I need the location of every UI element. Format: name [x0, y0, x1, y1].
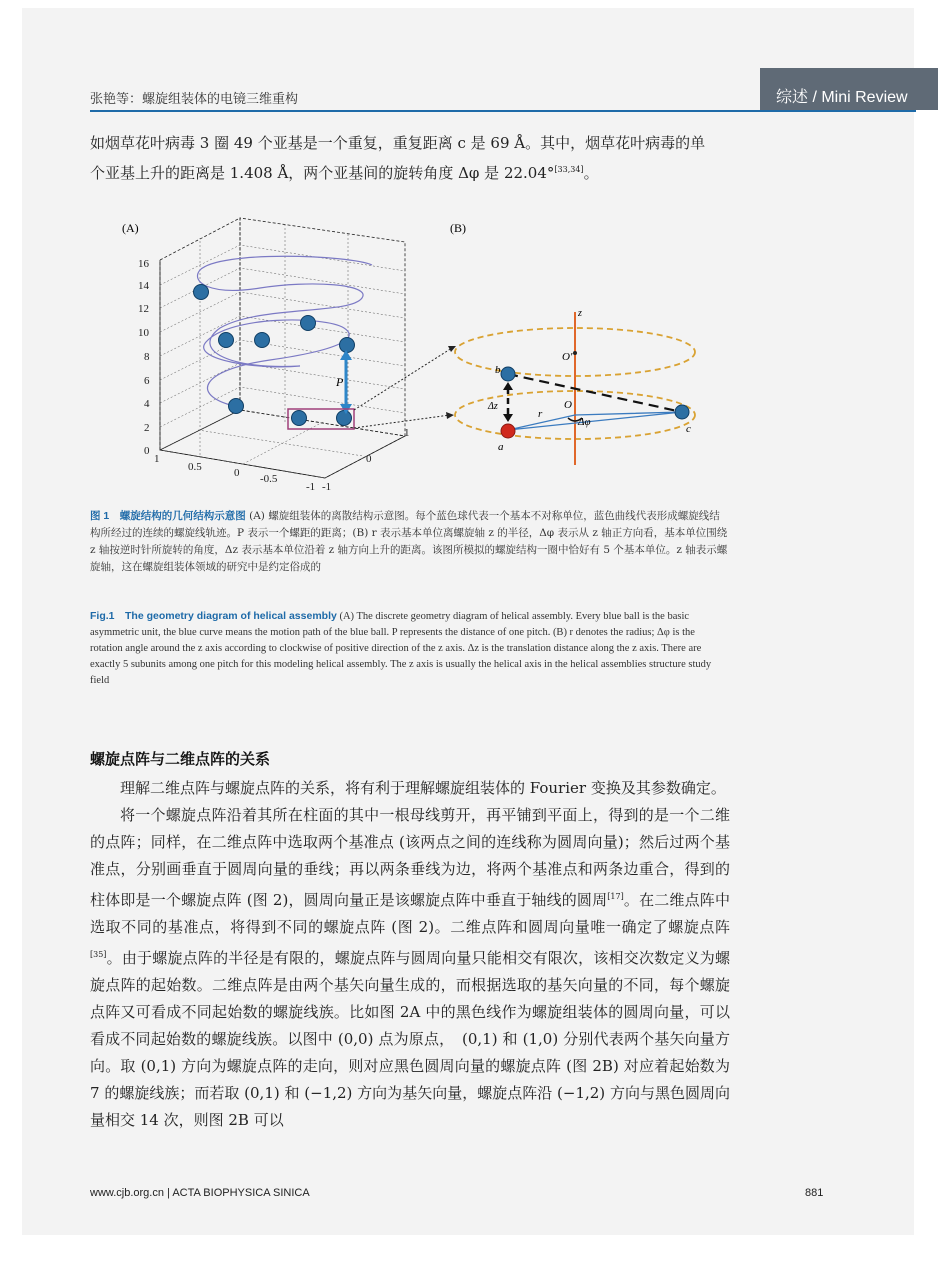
subunit-ball — [255, 333, 270, 348]
subunit-ball — [292, 411, 307, 426]
caption-cn-label: 图 1 螺旋结构的几何结构示意图 — [90, 510, 246, 522]
caption-cn-text: (A) 螺旋组装体的离散结构示意图。每个蓝色球代表一个基本不对称单位，蓝色曲线代表形成螺旋线结构所经过的连续的螺旋线轨迹。P 表示一个螺距的距离；(B) r 表示基本单位离螺旋轴 z 的半径，Δφ 表示从 z 轴正方向看，基本单位围绕 z 轴按逆时针所旋转的角度，Δz 表示基本单位沿着 z 轴方向上升的距离。该图所模拟的螺旋结构一圈中恰好有 5 个基本单位。z 轴表示螺旋轴，这在螺旋组装体领域的研究中是约定俗成的 — [90, 510, 728, 573]
intro-line-1-text: 如烟草花叶病毒 3 圈 49 个亚基是一个重复，重复距离 c 是 69 Å。其中，烟草花叶病毒的单 — [90, 134, 706, 152]
section-badge-label: 综述 / Mini Review — [776, 89, 908, 106]
subunit-ball — [340, 338, 355, 353]
panel-b-label: (B) — [450, 221, 466, 235]
subunit-ball — [194, 285, 209, 300]
pitch-label: P — [336, 375, 344, 389]
z-tick: 10 — [138, 327, 149, 339]
section-badge — [760, 68, 938, 110]
running-head-title: 张艳等：螺旋组装体的电镜三维重构 — [90, 92, 299, 107]
body-paragraph-2-part-b: 。在二维点阵中选取不同的基准点，将得到不同的螺旋点阵 (图 2)。二维点阵和圆周向量唯一确定了螺旋点阵 — [90, 891, 730, 936]
citation-ref: [35] — [90, 950, 107, 959]
panel-a-x-ticks — [154, 453, 315, 493]
z-tick: 4 — [144, 398, 150, 410]
dphi-label: Δφ — [578, 416, 591, 428]
rotation-triangle — [508, 412, 682, 430]
header-rule — [90, 110, 916, 112]
arrowhead — [446, 412, 454, 419]
intro-line-2-end: 。 — [583, 164, 599, 182]
c-label: c — [686, 423, 691, 435]
ball-b — [501, 367, 515, 381]
body-paragraph-2-part-a: 将一个螺旋点阵沿着其所在柱面的其中一根母线剪开，再平铺到平面上，得到的是一个二维的点阵；同样，在二维点阵中选取两个基准点 (该两点之间的连线称为圆周向量)；然后过两个基准点，分别画垂直于圆周向量的垂线；再以两条垂线为边，将两个基准点和两条边重合，得到的柱体即是一个螺旋点阵 (图 2)，圆周向量正是该螺旋点阵中垂直于轴线的圆周 — [90, 806, 730, 909]
z-tick: 6 — [144, 375, 150, 387]
o-label: O — [564, 399, 572, 411]
y-tick: -1 — [322, 481, 332, 493]
footer-journal: www.cjb.org.cn | ACTA BIOPHYSICA SINICA — [90, 1187, 310, 1199]
body-paragraph-2 — [90, 802, 730, 1134]
dz-label: Δz — [488, 401, 498, 412]
panel-a-label: (A) — [122, 221, 139, 235]
ball-a — [501, 424, 515, 438]
center-upper — [573, 351, 577, 355]
y-tick: 0 — [366, 453, 372, 465]
z-tick: 0 — [144, 445, 150, 457]
b-c-line — [508, 374, 682, 412]
body-paragraph-2-part-c: 。由于螺旋点阵的半径是有限的，螺旋点阵与圆周向量只能相交有限次，该相交次数定义为螺旋点阵的起始数。二维点阵是由两个基矢向量生成的，而根据选取的基矢向量的不同，每个螺旋点阵又可看成不同起始数的螺旋线族。比如图 2A 中的黑色线作为螺旋组装体的圆周向量，可以看成不同起始数的螺旋线族。以图中 (0,0) 点为原点， (0,1) 和 (1,0) 分别代表两个基矢向量方向。取 (0,1) 方向为螺旋点阵的走向，则对应黑色圆周向量的螺旋点阵 (图 2B) 对应着起始数为 7 的螺旋线族；而若取 (0,1) 和 (−1,2) 方向为基矢向量，螺旋点阵沿 (−1,2) 方向与黑色圆周向量相交 14 次，则图 2B 可以 — [90, 949, 730, 1129]
intro-line-1 — [90, 130, 732, 156]
x-tick: 0.5 — [188, 461, 202, 473]
caption-english — [90, 608, 730, 689]
citation-ref: [17] — [607, 892, 624, 901]
subunit-ball — [301, 316, 316, 331]
figure-1 — [110, 210, 720, 500]
z-tick: 2 — [144, 422, 150, 434]
panel-a-y-ticks — [322, 427, 410, 493]
r-label: r — [538, 408, 543, 420]
intro-line-2 — [90, 157, 732, 186]
panel-a-z-ticks — [138, 258, 150, 457]
section-title: 螺旋点阵与二维点阵的关系 — [90, 750, 271, 768]
z-tick: 16 — [138, 258, 149, 270]
subunit-ball — [229, 399, 244, 414]
panel-b — [455, 308, 695, 465]
subunit-ball — [337, 411, 352, 426]
caption-chinese — [90, 508, 730, 576]
y-tick: 1 — [404, 427, 410, 439]
z-axis-label: z — [578, 308, 582, 319]
o-prime-label: O' — [562, 351, 573, 363]
caption-en-text: (A) The discrete geometry diagram of helical assembly. Every blue ball is the basic asymmetric unit, the blue curve means the motion path of the blue ball. P represents the distance of one pitch. (B) r denotes the radius; Δφ is the rotation angle around the z axis according to clockwise of positive direction of the z axis. Δz is the translation distance along the z axis. There are exactly 5 subunits among one pitch for this modeling helical assembly. The z axis is usually the helical axis in the helical assemblies structure study field — [90, 611, 712, 686]
x-tick: -0.5 — [260, 473, 278, 485]
x-tick: 1 — [154, 453, 160, 465]
ball-c — [675, 405, 689, 419]
body-paragraph-1: 理解二维点阵与螺旋点阵的关系，将有利于理解螺旋组装体的 Fourier 变换及其参数确定。 — [120, 779, 726, 797]
helix-balls — [194, 285, 355, 426]
z-tick: 8 — [144, 351, 150, 363]
x-tick: 0 — [234, 467, 240, 479]
subunit-ball — [219, 333, 234, 348]
panel-a-gridlines — [160, 225, 405, 464]
intro-line-2-text: 个亚基上升的距离是 1.408 Å，两个亚基间的旋转角度 Δφ 是 22.04° — [90, 164, 555, 182]
z-tick: 14 — [138, 280, 149, 292]
footer-page-number: 881 — [805, 1187, 824, 1199]
x-tick: -1 — [306, 481, 316, 493]
panel-a-grid — [160, 218, 405, 478]
section-body — [90, 775, 730, 1134]
b-label: b — [495, 364, 501, 376]
caption-en-label: Fig.1 The geometry diagram of helical assembly — [90, 610, 337, 622]
link-arrows — [354, 348, 452, 428]
z-tick: 12 — [138, 303, 149, 315]
a-label: a — [498, 441, 504, 453]
intro-ref: [33,34] — [554, 165, 584, 174]
